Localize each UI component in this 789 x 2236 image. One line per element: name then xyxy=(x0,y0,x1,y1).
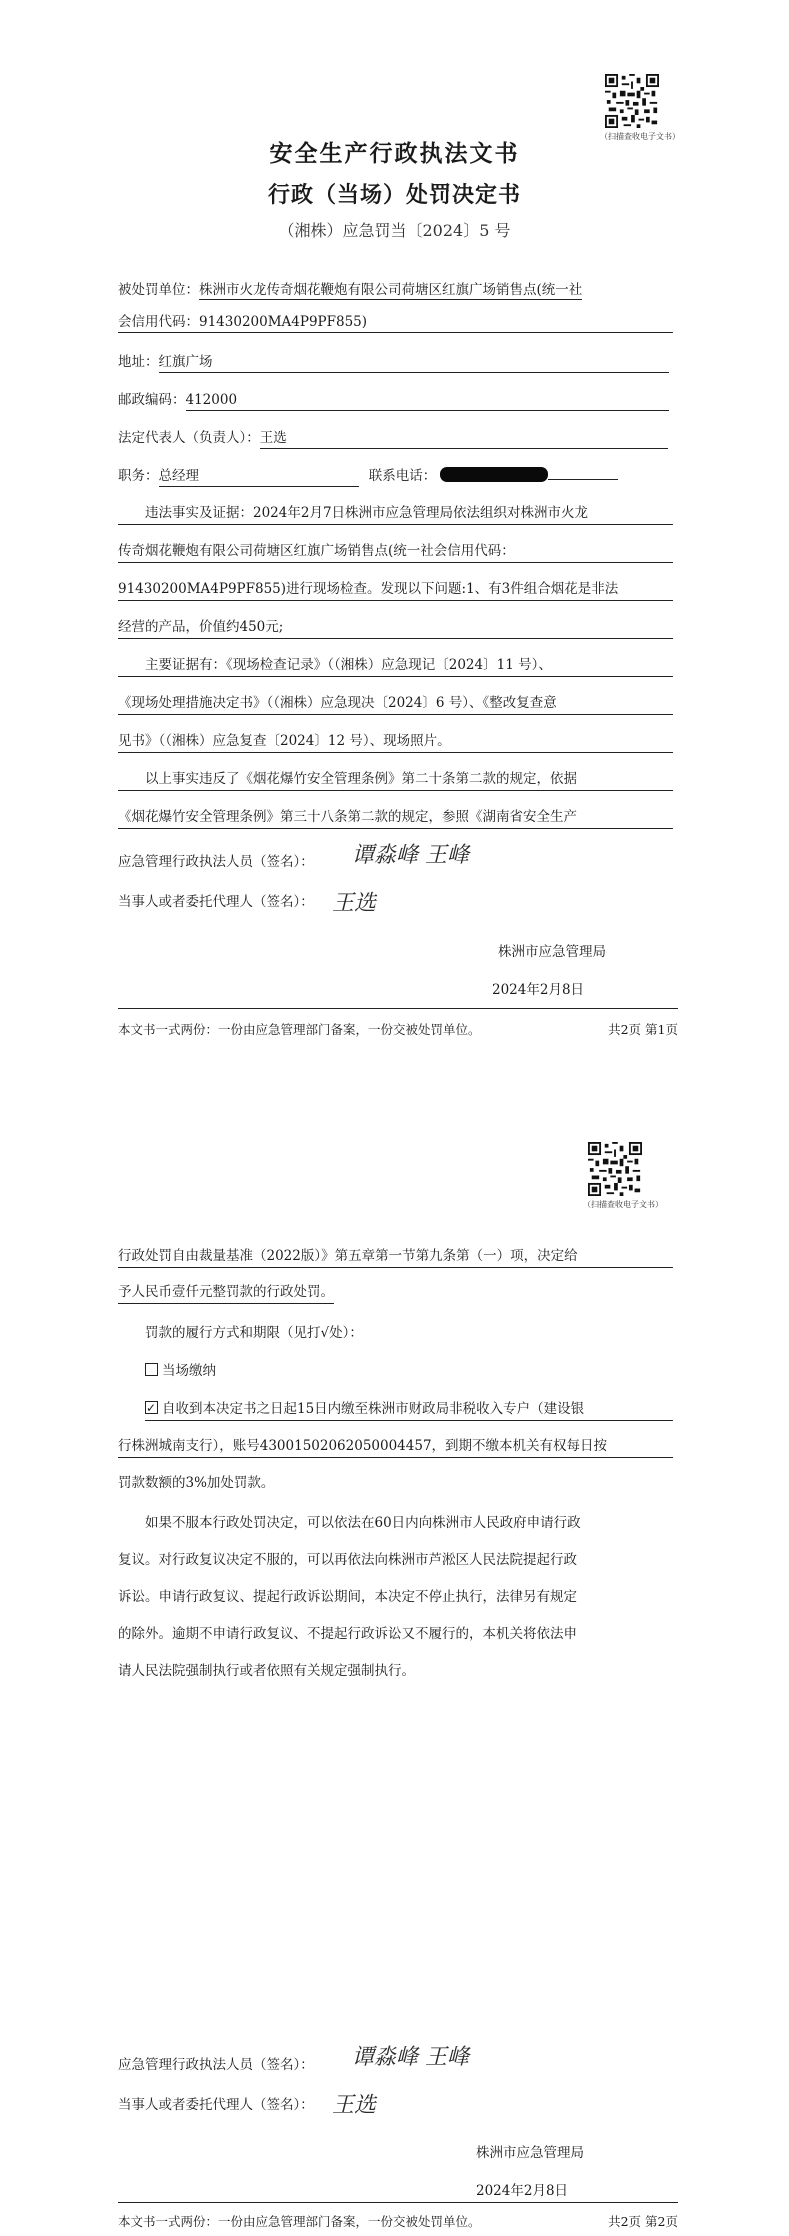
page-footer xyxy=(118,2212,678,2230)
violation-line-2: 《烟花爆竹安全管理条例》第三十八条第二款的规定，参照《湖南省安全生产 xyxy=(118,807,673,829)
issue-date: 2024年2月8日 xyxy=(476,2183,569,2199)
postcode-field xyxy=(118,390,669,411)
legal-rep-label: 法定代表人（负责人）： xyxy=(118,430,260,446)
appeal-line-3: 诉讼。申请行政复议、提起行政诉讼期间，本决定不停止执行，法律另有规定 xyxy=(118,1589,577,1605)
page-footer xyxy=(118,1020,678,1038)
officer-signature-label: 应急管理行政执法人员（签名）： xyxy=(118,2057,314,2073)
footer-copies-note: 本文书一式两份：一份由应急管理部门备案，一份交被处罚单位。 xyxy=(118,1022,481,1037)
document-category-title: 安全生产行政执法文书 xyxy=(269,140,520,167)
party-value: 株洲市火龙传奇烟花鞭炮有限公司荷塘区红旗广场销售点(统一社 xyxy=(199,282,583,298)
party-signature: 王选 xyxy=(332,2093,377,2118)
payment-heading: 罚款的履行方式和期限（见打√处）： xyxy=(145,1325,363,1341)
qr-code-icon xyxy=(588,1142,642,1196)
party-field-line-2 xyxy=(118,312,673,333)
appeal-line-2: 复议。对行政复议决定不服的，可以再依法向株洲市芦淞区人民法院提起行政 xyxy=(118,1552,577,1568)
position-phone-field xyxy=(118,466,618,487)
document-number: （湘株）应急罚当〔2024〕5 号 xyxy=(278,221,511,240)
party-value-continued: 会信用代码：91430200MA4P9PF855) xyxy=(118,314,368,330)
party-field-line-1 xyxy=(118,280,582,300)
postcode-label: 邮政编码： xyxy=(118,392,186,408)
qr-caption: （扫描查收电子文书） xyxy=(600,132,680,141)
footer-divider xyxy=(118,2202,678,2203)
redacted-phone xyxy=(440,467,548,482)
facts-line-2: 传奇烟花鞭炮有限公司荷塘区红旗广场销售点(统一社会信用代码： xyxy=(118,541,673,563)
phone-label: 联系电话： xyxy=(368,468,437,484)
violation-line-1: 以上事实违反了《烟花爆竹安全管理条例》第二十条第二款的规定，依据 xyxy=(118,769,673,791)
legal-rep-field xyxy=(118,428,668,449)
footer-page-number: 共2页 第1页 xyxy=(608,1022,678,1037)
evidence-line-1: 主要证据有：《现场检查记录》（（湘株）应急现记〔2024〕11 号）、 xyxy=(118,655,673,677)
facts-line-4: 经营的产品，价值约450元; xyxy=(118,617,673,639)
officer-signature: 谭淼峰 王峰 xyxy=(352,843,469,868)
option-onsite-label: 当场缴纳 xyxy=(162,1363,216,1379)
position-value: 总经理 xyxy=(159,466,359,487)
appeal-line-5: 请人民法院强制执行或者依照有关规定强制执行。 xyxy=(118,1663,415,1679)
party-label: 被处罚单位： xyxy=(118,282,199,298)
issue-date: 2024年2月8日 xyxy=(492,982,585,998)
appeal-line-4: 的除外。逾期不申请行政复议、不提起行政诉讼又不履行的，本机关将依法申 xyxy=(118,1626,577,1642)
footer-copies-note: 本文书一式两份：一份由应急管理部门备案，一份交被处罚单位。 xyxy=(118,2214,481,2229)
party-signature-label: 当事人或者委托代理人（签名）： xyxy=(118,894,314,910)
evidence-line-3: 见书》（（湘株）应急复查〔2024〕12 号）、现场照片。 xyxy=(118,731,673,753)
bank-line-1 xyxy=(145,1399,673,1421)
legal-rep-value: 王选 xyxy=(260,428,668,449)
continuation-line-1: 行政处罚自由裁量基准（2022版）》第五章第一节第九条第（一）项，决定给 xyxy=(118,1246,673,1268)
postcode-value: 412000 xyxy=(186,390,669,411)
bank-line-1-text: 自收到本决定书之日起15日内缴至株洲市财政局非税收入专户（建设银 xyxy=(162,1401,585,1417)
onsite-checkbox[interactable] xyxy=(145,1363,158,1376)
footer-page-number: 共2页 第2页 xyxy=(608,2214,678,2229)
issuing-authority: 株洲市应急管理局 xyxy=(498,944,606,960)
qr-caption: （扫描查收电子文书） xyxy=(583,1200,663,1209)
officer-signature-label: 应急管理行政执法人员（签名）： xyxy=(118,854,314,870)
bank-line-3: 罚款数额的3%加处罚款。 xyxy=(118,1475,275,1491)
position-label: 职务： xyxy=(118,468,159,484)
address-value: 红旗广场 xyxy=(159,352,669,373)
facts-line-1: 违法事实及证据：2024年2月7日株洲市应急管理局依法组织对株洲市火龙 xyxy=(118,503,673,525)
party-signature-label: 当事人或者委托代理人（签名）： xyxy=(118,2097,314,2113)
issuing-authority: 株洲市应急管理局 xyxy=(476,2145,584,2161)
option-onsite xyxy=(145,1361,216,1381)
officer-signature: 谭淼峰 王峰 xyxy=(352,2045,469,2070)
bank-checkbox[interactable] xyxy=(145,1401,158,1414)
address-field xyxy=(118,352,669,373)
qr-code-icon xyxy=(605,74,659,128)
evidence-line-2: 《现场处理措施决定书》（（湘株）应急现决〔2024〕6 号）、《整改复查意 xyxy=(118,693,673,715)
appeal-line-1: 如果不服本行政处罚决定，可以依法在60日内向株洲市人民政府申请行政 xyxy=(145,1515,581,1531)
page-title: 行政（当场）处罚决定书 xyxy=(267,182,521,208)
phone-underline xyxy=(548,479,618,480)
party-signature: 王选 xyxy=(332,891,377,916)
address-label: 地址： xyxy=(118,354,159,370)
facts-line-3: 91430200MA4P9PF855)进行现场检查。发现以下问题:1、有3件组合烟花是非法 xyxy=(118,579,673,601)
continuation-line-2: 予人民币壹仟元整罚款的行政处罚。 xyxy=(118,1282,334,1304)
bank-line-2: 行株洲城南支行），账号43001502062050004457，到期不缴本机关有权每日按 xyxy=(118,1436,673,1458)
footer-divider xyxy=(118,1008,678,1009)
document-page-2 xyxy=(0,1118,789,2236)
